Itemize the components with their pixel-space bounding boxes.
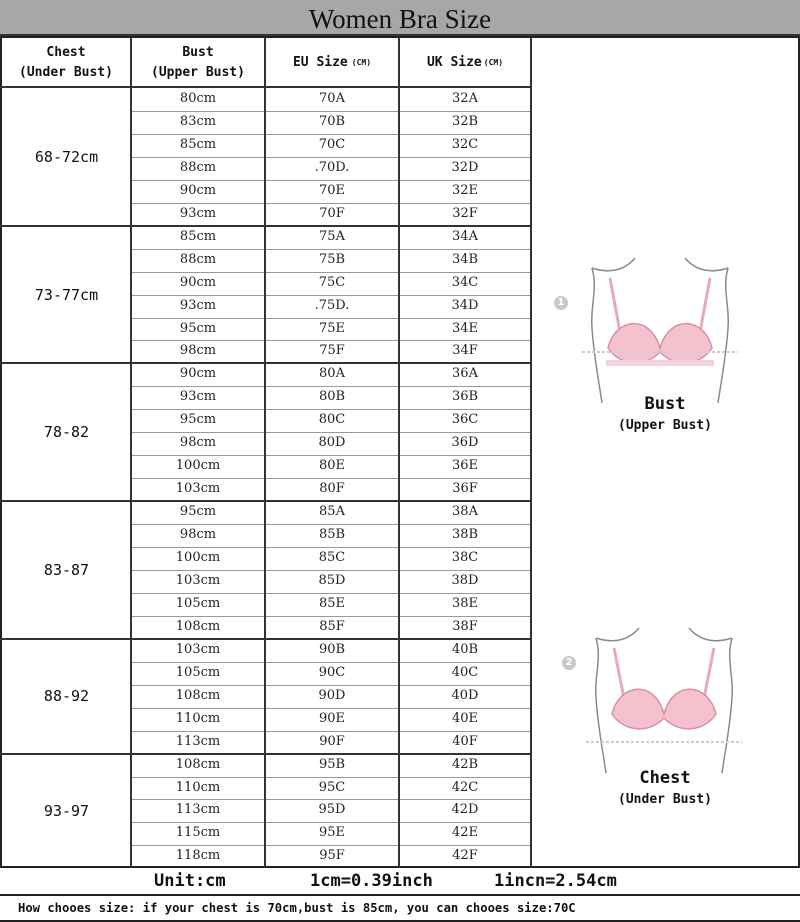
bust-cell: 100cm [175, 458, 221, 474]
uk-size-cell: 40F [452, 733, 478, 749]
uk-size-cell: 36E [451, 458, 479, 474]
uk-size-cell: 36D [451, 435, 479, 451]
eu-size-cell: 70F [319, 205, 345, 221]
eu-size-cell: 80D [318, 435, 346, 451]
eu-size-cell: 70A [319, 91, 345, 106]
uk-size-cell: 34A [452, 228, 478, 244]
eu-size-cell: 90B [318, 641, 346, 657]
row-divider [132, 203, 530, 204]
row-divider [132, 822, 530, 823]
row-divider [132, 340, 530, 341]
row-divider [132, 455, 530, 456]
eu-size-cell: 75B [318, 251, 346, 267]
figure-1-number: 1 [554, 296, 568, 310]
eu-size-cell: 85B [318, 527, 346, 543]
conversion-cm-inch: 1cm=0.39inch [310, 871, 433, 891]
uk-size-cell: 34B [451, 251, 479, 267]
uk-size-cell: 34F [452, 343, 478, 359]
uk-size-cell: 40D [451, 687, 479, 703]
chest-caption: Chest [639, 768, 691, 788]
row-divider [132, 799, 530, 800]
bust-cell: 83cm [179, 113, 217, 129]
bust-cell: 113cm [175, 802, 221, 818]
row-divider [132, 134, 530, 135]
eu-size-cell: 70E [318, 182, 346, 198]
bust-caption-sub: (Upper Bust) [618, 418, 712, 433]
bust-cell: 90cm [179, 182, 217, 198]
row-divider [132, 708, 530, 709]
uk-size-cell: 38F [452, 618, 478, 634]
bust-cell: 93cm [179, 205, 217, 221]
uk-size-cell: 32A [452, 91, 478, 106]
figure-2-number: 2 [562, 656, 576, 670]
header-bust-label: Bust [182, 45, 214, 60]
eu-size-cell: 90F [319, 733, 345, 749]
row-divider [132, 478, 530, 479]
how-to-choose: How chooes size: if your chest is 70cm,bust is 85cm, you can chooes size:70C [18, 901, 576, 915]
uk-size-cell: 38A [452, 504, 478, 520]
chest-range-cell: 78-82 [43, 423, 90, 442]
eu-size-cell: .75D. [314, 297, 350, 313]
row-divider [132, 570, 530, 571]
row-divider [132, 409, 530, 410]
bust-cell: 108cm [175, 756, 221, 772]
uk-size-cell: 34E [451, 320, 479, 336]
eu-size-cell: 95C [318, 779, 346, 795]
uk-size-cell: 36B [451, 389, 479, 405]
bust-cell: 103cm [175, 481, 221, 497]
unit-label: Unit:cm [154, 871, 226, 891]
bust-cell: 85cm [179, 136, 217, 152]
eu-size-cell: 80B [318, 389, 346, 405]
unit-row [0, 868, 800, 896]
eu-size-cell: 85F [319, 618, 345, 634]
bust-cell: 88cm [179, 159, 217, 175]
conversion-inch-cm: 1incn=2.54cm [494, 871, 617, 891]
row-divider [132, 111, 530, 112]
eu-size-cell: 90E [318, 710, 346, 726]
bust-cell: 110cm [175, 779, 221, 795]
bust-cell: 85cm [179, 228, 217, 244]
header-uk-unit: (CM) [483, 58, 504, 67]
uk-size-cell: 32F [452, 205, 478, 221]
eu-size-cell: 80A [319, 366, 345, 382]
chest-range-cell: 83-87 [43, 560, 90, 579]
column-divider [530, 38, 532, 868]
header-bust-sub: (Upper Bust) [151, 65, 245, 80]
eu-size-cell: 90D [318, 687, 346, 703]
column-divider [264, 38, 266, 868]
bust-cell: 93cm [179, 389, 217, 405]
bust-cell: 98cm [179, 527, 217, 543]
uk-size-cell: 32B [451, 113, 479, 129]
row-divider [132, 616, 530, 617]
bust-cell: 108cm [175, 687, 221, 703]
bust-cell: 90cm [179, 274, 217, 290]
header-chest [2, 38, 130, 88]
bust-cell: 93cm [179, 297, 217, 313]
bust-caption: Bust [644, 394, 686, 414]
eu-size-cell: 75E [318, 320, 346, 336]
header-eu [266, 38, 398, 88]
eu-size-cell: .70D. [314, 159, 350, 175]
eu-size-cell: 80E [318, 458, 346, 474]
bust-cell: 80cm [179, 91, 217, 106]
header-uk-label: UK Size [426, 55, 482, 70]
bust-cell: 105cm [175, 595, 221, 611]
chest-range-cell: 93-97 [43, 801, 90, 820]
row-divider [132, 685, 530, 686]
row-divider [132, 547, 530, 548]
bust-cell: 118cm [175, 848, 221, 864]
eu-size-cell: 75C [318, 274, 346, 290]
uk-size-cell: 42C [451, 779, 479, 795]
chest-caption-sub: (Under Bust) [618, 792, 712, 807]
eu-size-cell: 85C [318, 550, 346, 565]
uk-size-cell: 36A [452, 366, 478, 382]
eu-size-cell: 95D [318, 802, 346, 818]
uk-size-cell: 42E [451, 825, 479, 841]
chest-range-cell: 68-72cm [34, 147, 99, 166]
eu-size-cell: 75A [319, 228, 345, 244]
row-divider [132, 662, 530, 663]
uk-size-cell: 42F [452, 848, 478, 864]
uk-size-cell: 34D [451, 297, 479, 313]
uk-size-cell: 38C [451, 550, 479, 565]
row-divider [132, 295, 530, 296]
uk-size-cell: 38E [451, 595, 479, 611]
uk-size-cell: 40B [451, 641, 479, 657]
uk-size-cell: 42B [451, 756, 479, 772]
row-divider [132, 157, 530, 158]
bust-cell: 90cm [179, 366, 217, 382]
eu-size-cell: 85A [319, 504, 345, 520]
chest-figure-icon [584, 618, 744, 773]
header-divider [0, 86, 532, 88]
measure-panel [532, 38, 798, 866]
row-divider [132, 777, 530, 778]
row-divider [132, 432, 530, 433]
header-uk [400, 38, 530, 88]
header-eu-unit: (CM) [351, 58, 372, 67]
uk-size-cell: 32D [451, 159, 479, 175]
eu-size-cell: 75F [319, 343, 345, 359]
bust-cell: 100cm [175, 550, 221, 565]
bust-cell: 95cm [179, 412, 217, 428]
uk-size-cell: 38B [451, 527, 479, 543]
row-divider [132, 180, 530, 181]
row-divider [132, 249, 530, 250]
bust-cell: 98cm [179, 343, 217, 359]
header-bust [132, 38, 264, 88]
header-chest-sub: (Under Bust) [19, 65, 113, 80]
row-divider [132, 731, 530, 732]
bust-cell: 88cm [179, 251, 217, 267]
eu-size-cell: 95B [318, 756, 346, 772]
bust-cell: 108cm [175, 618, 221, 634]
eu-size-cell: 70B [318, 113, 346, 129]
header-chest-label: Chest [46, 45, 86, 60]
row-divider [132, 386, 530, 387]
chart-title: Women Bra Size [0, 0, 800, 36]
uk-size-cell: 36F [452, 481, 478, 497]
bust-cell: 95cm [179, 320, 217, 336]
eu-size-cell: 85E [318, 595, 346, 611]
uk-size-cell: 42D [451, 802, 479, 818]
bust-cell: 110cm [175, 710, 221, 726]
bust-cell: 113cm [175, 733, 221, 749]
uk-size-cell: 32C [451, 136, 479, 152]
uk-size-cell: 36C [451, 412, 479, 428]
eu-size-cell: 70C [318, 136, 346, 152]
column-divider [398, 38, 400, 868]
row-divider [132, 272, 530, 273]
uk-size-cell: 40E [451, 710, 479, 726]
header-eu-label: EU Size [292, 55, 348, 70]
bust-figure-icon [580, 248, 740, 403]
chest-range-cell: 73-77cm [34, 285, 99, 304]
eu-size-cell: 80C [318, 412, 346, 428]
bust-cell: 105cm [175, 664, 221, 680]
uk-size-cell: 40C [451, 664, 479, 680]
bust-cell: 103cm [175, 572, 221, 588]
row-divider [132, 318, 530, 319]
uk-size-cell: 32E [451, 182, 479, 198]
bust-cell: 115cm [175, 825, 221, 841]
row-divider [132, 593, 530, 594]
eu-size-cell: 85D [318, 572, 346, 588]
eu-size-cell: 90C [318, 664, 346, 680]
row-divider [132, 845, 530, 846]
column-divider [130, 38, 132, 868]
bust-cell: 103cm [175, 641, 221, 657]
uk-size-cell: 38D [451, 572, 479, 588]
eu-size-cell: 95E [318, 825, 346, 841]
row-divider [132, 524, 530, 525]
eu-size-cell: 80F [319, 481, 345, 497]
bust-cell: 95cm [179, 504, 217, 520]
chest-range-cell: 88-92 [43, 687, 90, 706]
uk-size-cell: 34C [451, 274, 479, 290]
eu-size-cell: 95F [319, 848, 345, 864]
bust-cell: 98cm [179, 435, 217, 451]
